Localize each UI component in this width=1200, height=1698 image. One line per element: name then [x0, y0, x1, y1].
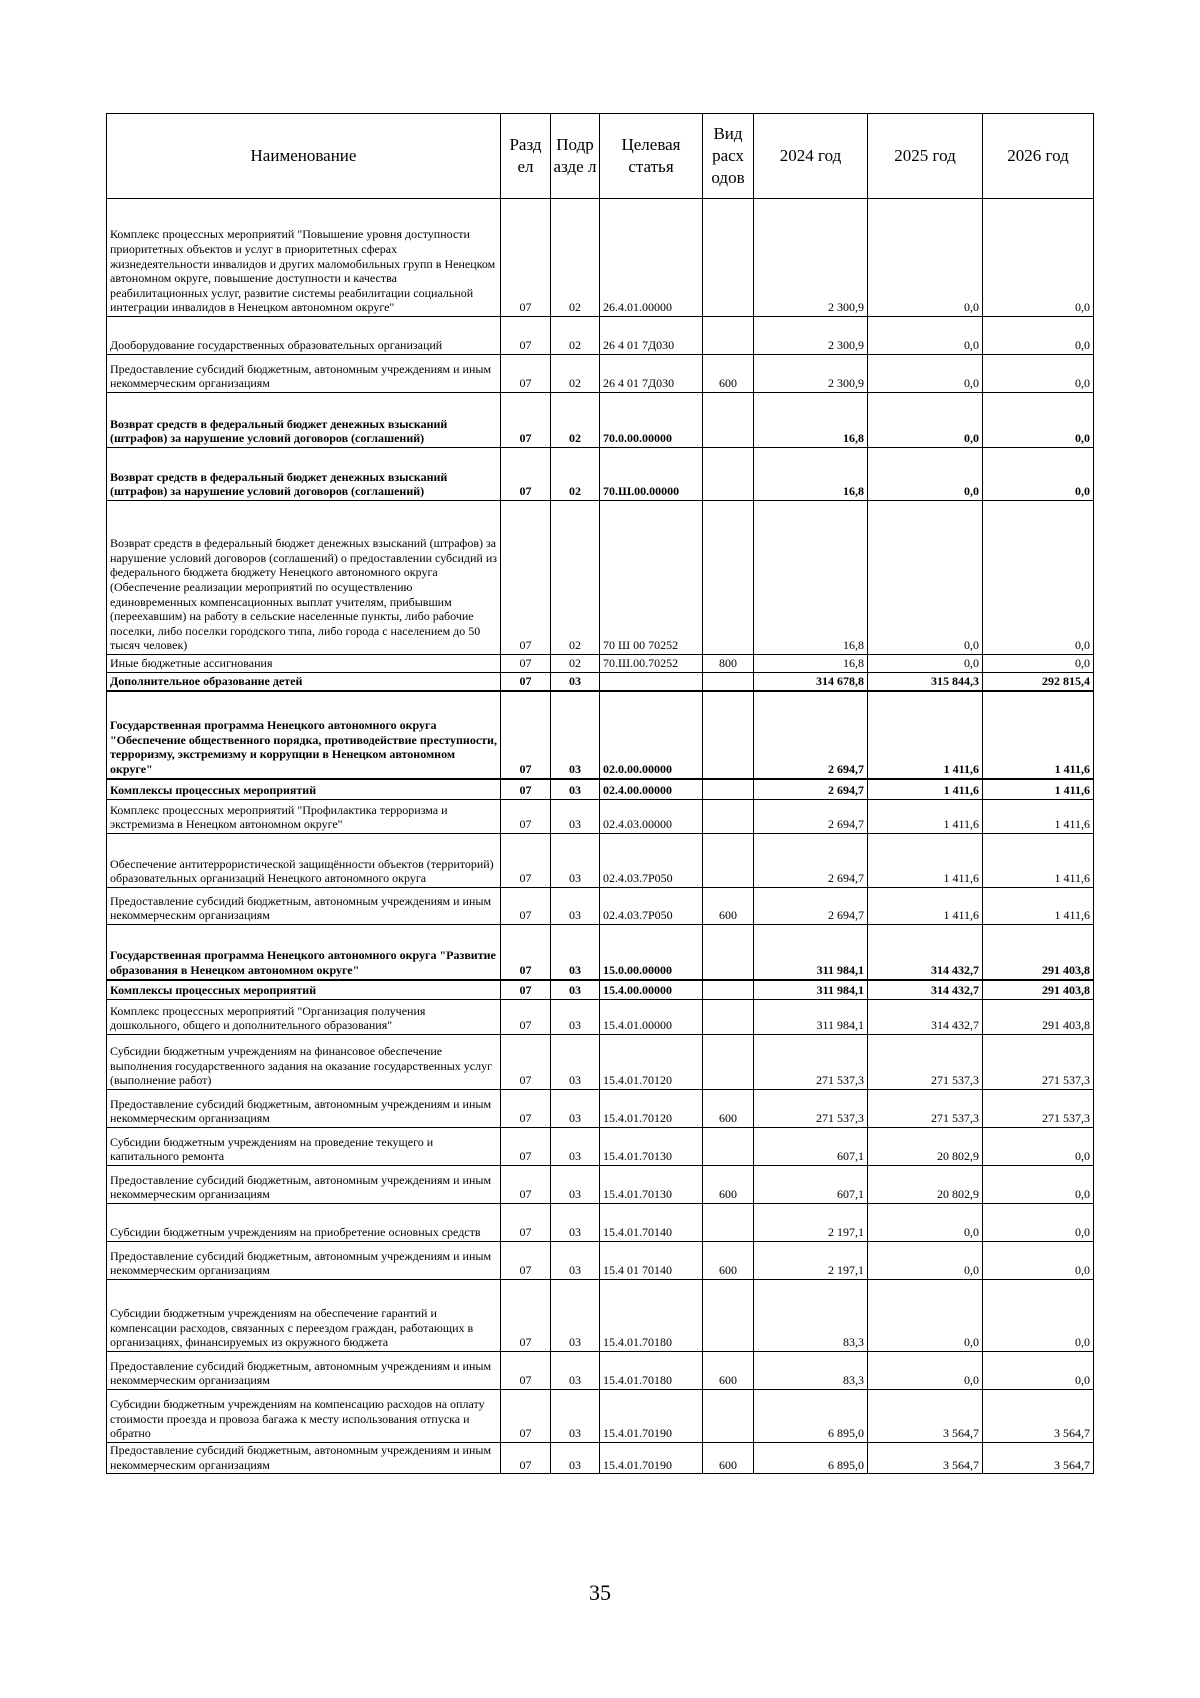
- table-row: [107, 800, 1094, 834]
- row-amount-2025: 0,0: [868, 655, 983, 673]
- row-razdel: 07: [501, 779, 551, 800]
- row-expense-type: [703, 1204, 754, 1242]
- row-amount-2025: 3 564,7: [868, 1443, 983, 1474]
- header-razdel: Разд ел: [501, 114, 551, 199]
- row-razdel: 07: [501, 1242, 551, 1280]
- row-expense-type: [703, 779, 754, 800]
- row-name: Дополнительное образование детей: [107, 673, 501, 691]
- row-target-article: 02.4.03.7Р050: [600, 834, 703, 888]
- row-expense-type: [703, 448, 754, 501]
- row-podrazdel: 03: [551, 779, 600, 800]
- row-razdel: 07: [501, 1090, 551, 1128]
- row-name: Обеспечение антитеррористической защищённости объектов (территорий) образовательных организаций Ненецкого автономного округа: [107, 834, 501, 888]
- row-amount-2026: 0,0: [983, 1166, 1094, 1204]
- row-razdel: 07: [501, 980, 551, 1000]
- row-expense-type: [703, 834, 754, 888]
- row-amount-2026: 291 403,8: [983, 1000, 1094, 1035]
- row-amount-2026: 1 411,6: [983, 691, 1094, 779]
- row-expense-type: [703, 1035, 754, 1090]
- row-amount-2024: 311 984,1: [754, 980, 868, 1000]
- row-target-article: 15.4.01.70120: [600, 1090, 703, 1128]
- row-amount-2024: 83,3: [754, 1280, 868, 1352]
- row-razdel: 07: [501, 501, 551, 655]
- row-name: Субсидии бюджетным учреждениям на компенсацию расходов на оплату стоимости проезда и провоза багажа к месту использования отпуска и обратно: [107, 1390, 501, 1443]
- row-target-article: 15.4.01.70130: [600, 1166, 703, 1204]
- row-amount-2024: 6 895,0: [754, 1443, 868, 1474]
- row-amount-2026: 271 537,3: [983, 1035, 1094, 1090]
- table-row: [107, 980, 1094, 1000]
- row-razdel: 07: [501, 888, 551, 925]
- table-row: [107, 317, 1094, 355]
- table-row: [107, 673, 1094, 691]
- row-amount-2024: 2 694,7: [754, 834, 868, 888]
- row-amount-2025: 0,0: [868, 448, 983, 501]
- row-amount-2025: 0,0: [868, 501, 983, 655]
- row-amount-2024: 6 895,0: [754, 1390, 868, 1443]
- row-target-article: 15.4.01.70180: [600, 1352, 703, 1390]
- row-podrazdel: 02: [551, 448, 600, 501]
- row-name: Комплексы процессных мероприятий: [107, 779, 501, 800]
- row-razdel: 07: [501, 1035, 551, 1090]
- table-row: [107, 691, 1094, 779]
- row-amount-2026: 3 564,7: [983, 1443, 1094, 1474]
- row-amount-2025: 1 411,6: [868, 800, 983, 834]
- row-target-article: 15.4.01.70190: [600, 1443, 703, 1474]
- row-amount-2026: 1 411,6: [983, 800, 1094, 834]
- row-amount-2024: 2 300,9: [754, 355, 868, 393]
- row-podrazdel: 03: [551, 1242, 600, 1280]
- row-amount-2024: 16,8: [754, 393, 868, 448]
- row-name: Субсидии бюджетным учреждениям на обеспечение гарантий и компенсации расходов, связанных с переездом граждан, работающих в организациях, финансируемых из окружного бюджета: [107, 1280, 501, 1352]
- row-expense-type: 600: [703, 888, 754, 925]
- row-expense-type: 800: [703, 655, 754, 673]
- header-2024: 2024 год: [754, 114, 868, 199]
- row-razdel: 07: [501, 800, 551, 834]
- table-row: [107, 1166, 1094, 1204]
- row-expense-type: [703, 925, 754, 980]
- row-razdel: 07: [501, 1166, 551, 1204]
- row-amount-2026: 0,0: [983, 1204, 1094, 1242]
- row-name: Возврат средств в федеральный бюджет денежных взысканий (штрафов) за нарушение условий договоров (соглашений): [107, 393, 501, 448]
- row-expense-type: [703, 1128, 754, 1166]
- row-amount-2024: 2 694,7: [754, 779, 868, 800]
- table-row: [107, 501, 1094, 655]
- row-amount-2025: 0,0: [868, 1242, 983, 1280]
- header-2026: 2026 год: [983, 114, 1094, 199]
- row-razdel: 07: [501, 925, 551, 980]
- row-podrazdel: 03: [551, 980, 600, 1000]
- row-amount-2024: 607,1: [754, 1166, 868, 1204]
- row-podrazdel: 02: [551, 199, 600, 317]
- row-expense-type: 600: [703, 1352, 754, 1390]
- row-amount-2025: 314 432,7: [868, 980, 983, 1000]
- row-amount-2026: 0,0: [983, 1242, 1094, 1280]
- row-amount-2025: 1 411,6: [868, 888, 983, 925]
- row-target-article: 26 4 01 7Д030: [600, 317, 703, 355]
- row-amount-2025: 20 802,9: [868, 1166, 983, 1204]
- row-amount-2025: 1 411,6: [868, 779, 983, 800]
- row-expense-type: [703, 1390, 754, 1443]
- row-razdel: 07: [501, 655, 551, 673]
- row-amount-2026: 1 411,6: [983, 779, 1094, 800]
- row-expense-type: 600: [703, 1242, 754, 1280]
- table-row: [107, 779, 1094, 800]
- table-row: [107, 355, 1094, 393]
- row-podrazdel: 03: [551, 1090, 600, 1128]
- table-header: [107, 114, 1094, 199]
- row-target-article: 15.4.00.00000: [600, 980, 703, 1000]
- row-amount-2024: 314 678,8: [754, 673, 868, 691]
- row-amount-2026: 0,0: [983, 501, 1094, 655]
- row-razdel: 07: [501, 1204, 551, 1242]
- table-row: [107, 1280, 1094, 1352]
- row-amount-2026: 0,0: [983, 1352, 1094, 1390]
- header-name: Наименование: [107, 114, 501, 199]
- row-expense-type: [703, 980, 754, 1000]
- header-2025: 2025 год: [868, 114, 983, 199]
- row-amount-2024: 271 537,3: [754, 1035, 868, 1090]
- row-amount-2026: 0,0: [983, 1128, 1094, 1166]
- row-razdel: 07: [501, 834, 551, 888]
- row-expense-type: [703, 800, 754, 834]
- row-expense-type: [703, 691, 754, 779]
- row-target-article: 70.Ш.00.70252: [600, 655, 703, 673]
- row-target-article: 02.4.03.7Р050: [600, 888, 703, 925]
- row-amount-2025: 1 411,6: [868, 834, 983, 888]
- row-amount-2026: 271 537,3: [983, 1090, 1094, 1128]
- row-podrazdel: 03: [551, 1443, 600, 1474]
- row-expense-type: [703, 501, 754, 655]
- row-name: Комплексы процессных мероприятий: [107, 980, 501, 1000]
- row-razdel: 07: [501, 1443, 551, 1474]
- row-razdel: 07: [501, 691, 551, 779]
- table-row: [107, 1000, 1094, 1035]
- row-name: Комплекс процессных мероприятий "Профилактика терроризма и экстремизма в Ненецком автономном округе": [107, 800, 501, 834]
- row-amount-2024: 271 537,3: [754, 1090, 868, 1128]
- row-amount-2024: 2 694,7: [754, 691, 868, 779]
- row-amount-2026: 0,0: [983, 655, 1094, 673]
- row-name: Возврат средств в федеральный бюджет денежных взысканий (штрафов) за нарушение условий договоров (соглашений) о предоставлении субсидий из федерального бюджета бюджету Ненецкого автономного округа (Обеспечение реализации мероприятий по осуществлению единовременных компенсационных выплат учителям, прибывшим (переехавшим) на работу в сельские населенные пункты, либо рабочие поселки, либо поселки городского типа, либо города с населением до 50 тысяч человек): [107, 501, 501, 655]
- row-name: Предоставление субсидий бюджетным, автономным учреждениям и иным некоммерческим организациям: [107, 355, 501, 393]
- row-target-article: 15.4.01.70180: [600, 1280, 703, 1352]
- row-target-article: 26 4 01 7Д030: [600, 355, 703, 393]
- table-row: [107, 834, 1094, 888]
- row-name: Дооборудование государственных образовательных организаций: [107, 317, 501, 355]
- row-razdel: 07: [501, 199, 551, 317]
- row-target-article: [600, 673, 703, 691]
- row-target-article: 15.4.01.70190: [600, 1390, 703, 1443]
- row-razdel: 07: [501, 448, 551, 501]
- row-podrazdel: 03: [551, 1280, 600, 1352]
- row-target-article: 70.Ш.00.00000: [600, 448, 703, 501]
- row-amount-2026: 0,0: [983, 448, 1094, 501]
- row-name: Предоставление субсидий бюджетным, автономным учреждениям и иным некоммерческим организациям: [107, 1352, 501, 1390]
- row-amount-2025: 1 411,6: [868, 691, 983, 779]
- row-target-article: 70.0.00.00000: [600, 393, 703, 448]
- row-amount-2025: 0,0: [868, 1280, 983, 1352]
- row-podrazdel: 02: [551, 501, 600, 655]
- row-amount-2024: 2 300,9: [754, 199, 868, 317]
- row-target-article: 26.4.01.00000: [600, 199, 703, 317]
- page-number: 35: [589, 1580, 611, 1605]
- row-name: Субсидии бюджетным учреждениям на проведение текущего и капитального ремонта: [107, 1128, 501, 1166]
- row-expense-type: [703, 393, 754, 448]
- table-row: [107, 1035, 1094, 1090]
- row-amount-2025: 0,0: [868, 317, 983, 355]
- row-expense-type: 600: [703, 1443, 754, 1474]
- row-amount-2025: 271 537,3: [868, 1035, 983, 1090]
- table-row: [107, 448, 1094, 501]
- row-amount-2025: 20 802,9: [868, 1128, 983, 1166]
- row-amount-2025: 0,0: [868, 1204, 983, 1242]
- table-row: [107, 1204, 1094, 1242]
- row-razdel: 07: [501, 1128, 551, 1166]
- row-target-article: 15.0.00.00000: [600, 925, 703, 980]
- row-podrazdel: 03: [551, 1166, 600, 1204]
- row-target-article: 15.4.01.70140: [600, 1204, 703, 1242]
- row-razdel: 07: [501, 317, 551, 355]
- row-target-article: 15.4.01.70120: [600, 1035, 703, 1090]
- row-podrazdel: 03: [551, 834, 600, 888]
- row-target-article: 15.4.01.70130: [600, 1128, 703, 1166]
- row-name: Иные бюджетные ассигнования: [107, 655, 501, 673]
- row-target-article: 15.4.01.00000: [600, 1000, 703, 1035]
- row-podrazdel: 03: [551, 1390, 600, 1443]
- row-razdel: 07: [501, 1390, 551, 1443]
- row-target-article: 02.4.03.00000: [600, 800, 703, 834]
- row-razdel: 07: [501, 1000, 551, 1035]
- row-target-article: 02.4.00.00000: [600, 779, 703, 800]
- row-amount-2024: 2 300,9: [754, 317, 868, 355]
- row-amount-2026: 291 403,8: [983, 980, 1094, 1000]
- row-amount-2025: 314 432,7: [868, 925, 983, 980]
- row-podrazdel: 02: [551, 393, 600, 448]
- row-name: Предоставление субсидий бюджетным, автономным учреждениям и иным некоммерческим организациям: [107, 1242, 501, 1280]
- row-razdel: 07: [501, 673, 551, 691]
- row-podrazdel: 03: [551, 691, 600, 779]
- row-amount-2024: 607,1: [754, 1128, 868, 1166]
- table-body: [107, 199, 1094, 1474]
- header-podrazdel: Подр азде л: [551, 114, 600, 199]
- table-row: [107, 655, 1094, 673]
- row-amount-2025: 271 537,3: [868, 1090, 983, 1128]
- row-expense-type: [703, 1000, 754, 1035]
- table-row: [107, 1390, 1094, 1443]
- row-podrazdel: 03: [551, 1035, 600, 1090]
- row-amount-2026: 1 411,6: [983, 888, 1094, 925]
- row-amount-2026: 291 403,8: [983, 925, 1094, 980]
- row-amount-2025: 3 564,7: [868, 1390, 983, 1443]
- row-razdel: 07: [501, 355, 551, 393]
- table-row: [107, 1128, 1094, 1166]
- row-podrazdel: 03: [551, 800, 600, 834]
- table-row: [107, 1242, 1094, 1280]
- row-amount-2025: 315 844,3: [868, 673, 983, 691]
- row-amount-2024: 16,8: [754, 501, 868, 655]
- row-name: Возврат средств в федеральный бюджет денежных взысканий (штрафов) за нарушение условий договоров (соглашений): [107, 448, 501, 501]
- row-amount-2026: 0,0: [983, 1280, 1094, 1352]
- row-target-article: 70 Ш 00 70252: [600, 501, 703, 655]
- row-amount-2024: 16,8: [754, 655, 868, 673]
- table-row: [107, 1352, 1094, 1390]
- row-podrazdel: 03: [551, 673, 600, 691]
- header-expense-type: Вид расх одов: [703, 114, 754, 199]
- row-amount-2024: 2 694,7: [754, 800, 868, 834]
- row-amount-2025: 0,0: [868, 393, 983, 448]
- row-amount-2024: 2 694,7: [754, 888, 868, 925]
- row-name: Предоставление субсидий бюджетным, автономным учреждениям и иным некоммерческим организациям: [107, 1090, 501, 1128]
- row-amount-2026: 0,0: [983, 199, 1094, 317]
- row-amount-2026: 1 411,6: [983, 834, 1094, 888]
- row-expense-type: 600: [703, 1166, 754, 1204]
- table-row: [107, 925, 1094, 980]
- table-row: [107, 888, 1094, 925]
- table-row: [107, 199, 1094, 317]
- row-target-article: 15.4 01 70140: [600, 1242, 703, 1280]
- row-razdel: 07: [501, 393, 551, 448]
- table-row: [107, 393, 1094, 448]
- row-amount-2026: 0,0: [983, 317, 1094, 355]
- row-razdel: 07: [501, 1352, 551, 1390]
- row-name: Предоставление субсидий бюджетным, автономным учреждениям и иным некоммерческим организациям: [107, 888, 501, 925]
- header-target-article: Целевая статья: [600, 114, 703, 199]
- row-amount-2024: 16,8: [754, 448, 868, 501]
- row-amount-2024: 311 984,1: [754, 1000, 868, 1035]
- row-amount-2026: 0,0: [983, 393, 1094, 448]
- row-expense-type: 600: [703, 1090, 754, 1128]
- row-name: Государственная программа Ненецкого автономного округа "Обеспечение общественного порядка, противодействие преступности, терроризму, экстремизму и коррупции в Ненецком автономном округе": [107, 691, 501, 779]
- table-row: [107, 1090, 1094, 1128]
- row-amount-2025: 0,0: [868, 1352, 983, 1390]
- row-podrazdel: 03: [551, 1000, 600, 1035]
- row-amount-2024: 2 197,1: [754, 1242, 868, 1280]
- row-expense-type: [703, 317, 754, 355]
- budget-table: [106, 113, 1094, 1474]
- row-expense-type: [703, 1280, 754, 1352]
- row-amount-2024: 83,3: [754, 1352, 868, 1390]
- row-amount-2026: 3 564,7: [983, 1390, 1094, 1443]
- row-podrazdel: 03: [551, 1204, 600, 1242]
- row-podrazdel: 03: [551, 925, 600, 980]
- row-razdel: 07: [501, 1280, 551, 1352]
- row-podrazdel: 02: [551, 317, 600, 355]
- row-podrazdel: 03: [551, 1128, 600, 1166]
- row-amount-2026: 0,0: [983, 355, 1094, 393]
- row-name: Комплекс процессных мероприятий "Повышение уровня доступности приоритетных объектов и услуг в приоритетных сферах жизнедеятельности инвалидов и других маломобильных групп в Ненецком автономном округе, повышение доступности и качества реабилитационных услуг, развитие системы реабилитации социальной интеграции инвалидов в Ненецком автономном округе": [107, 199, 501, 317]
- row-amount-2026: 292 815,4: [983, 673, 1094, 691]
- row-name: Предоставление субсидий бюджетным, автономным учреждениям и иным некоммерческим организациям: [107, 1166, 501, 1204]
- row-name: Комплекс процессных мероприятий "Организация получения дошкольного, общего и дополнительного образования": [107, 1000, 501, 1035]
- row-name: Государственная программа Ненецкого автономного округа "Развитие образования в Ненецком автономном округе": [107, 925, 501, 980]
- row-podrazdel: 03: [551, 888, 600, 925]
- row-name: Предоставление субсидий бюджетным, автономным учреждениям и иным некоммерческим организациям: [107, 1443, 501, 1474]
- row-name: Субсидии бюджетным учреждениям на приобретение основных средств: [107, 1204, 501, 1242]
- row-podrazdel: 03: [551, 1352, 600, 1390]
- table-row: [107, 1443, 1094, 1474]
- row-expense-type: [703, 673, 754, 691]
- row-amount-2024: 311 984,1: [754, 925, 868, 980]
- row-podrazdel: 02: [551, 355, 600, 393]
- row-amount-2025: 0,0: [868, 355, 983, 393]
- row-amount-2025: 314 432,7: [868, 1000, 983, 1035]
- row-podrazdel: 02: [551, 655, 600, 673]
- row-target-article: 02.0.00.00000: [600, 691, 703, 779]
- row-expense-type: 600: [703, 355, 754, 393]
- row-expense-type: [703, 199, 754, 317]
- row-amount-2025: 0,0: [868, 199, 983, 317]
- row-amount-2024: 2 197,1: [754, 1204, 868, 1242]
- row-name: Субсидии бюджетным учреждениям на финансовое обеспечение выполнения государственного задания на оказание государственных услуг (выполнение работ): [107, 1035, 501, 1090]
